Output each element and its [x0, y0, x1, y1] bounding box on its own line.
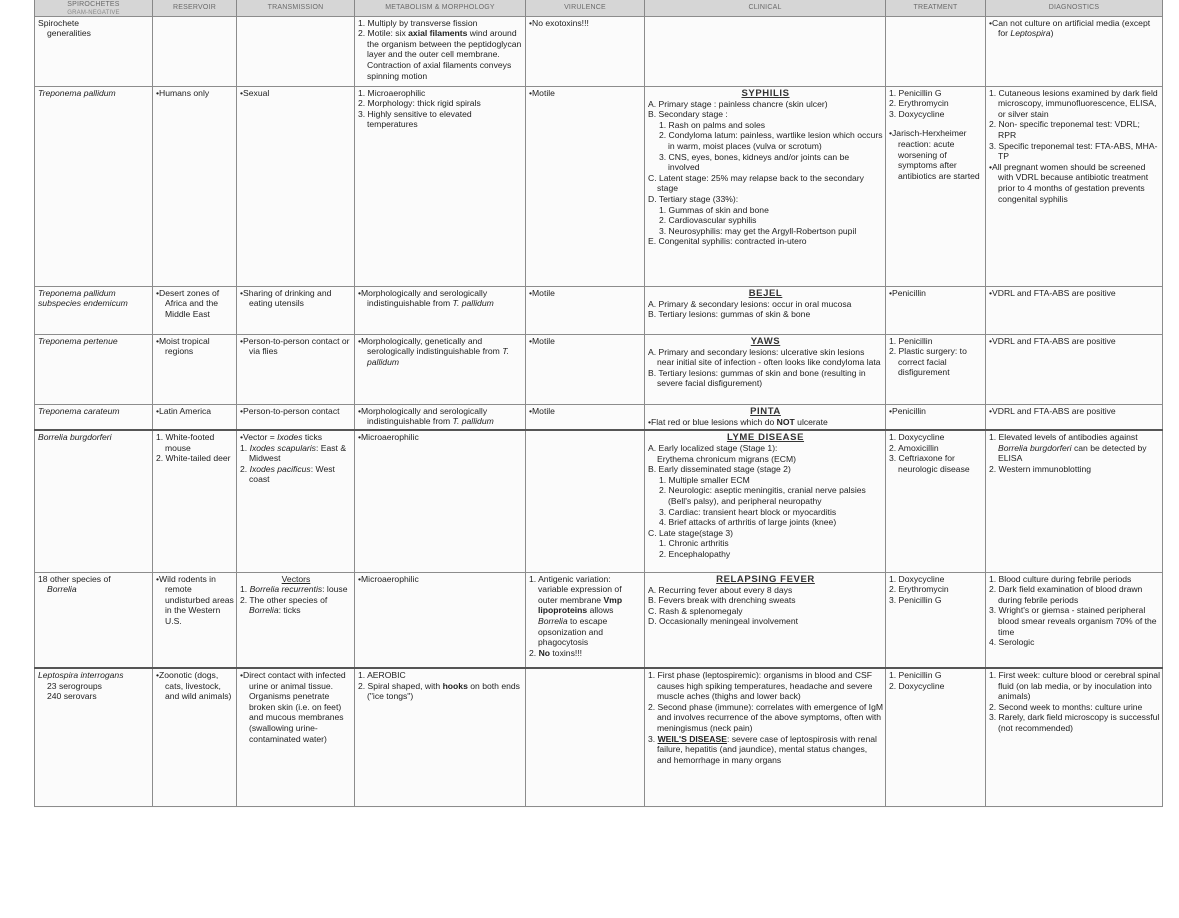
treatment-cell: •Penicillin: [886, 286, 986, 334]
row-treponema-endemicum: [35, 286, 1163, 334]
reservoir-cell: •Zoonotic (dogs, cats, livestock, and wild animals): [153, 668, 237, 806]
header-organism: SPIROCHETES GRAM-NEGATIVE: [35, 0, 153, 16]
transmission-cell: •Direct contact with infected urine or animal tissue. Organisms penetrate broken skin (i.e. on feet) and mucous membranes (swallowing urine-contaminated water): [237, 668, 355, 806]
treatment-cell: 1. Penicillin G 2. Erythromycin 3. Doxycycline •Jarisch-Herxheimer reaction: acute worsening of symptoms after antibiotics are started: [886, 86, 986, 286]
clinical-cell: [645, 16, 886, 86]
disease-title: PINTA: [750, 405, 781, 417]
transmission-cell: •Person-to-person contact or via flies: [237, 334, 355, 404]
spirochete-table: [34, 0, 1163, 807]
header-virulence: VIRULENCE: [526, 0, 645, 16]
clinical-cell: PINTA •Flat red or blue lesions which do NOT ulcerate: [645, 404, 886, 430]
transmission-cell: [237, 16, 355, 86]
treatment-cell: 1. Penicillin G 2. Doxycycline: [886, 668, 986, 806]
diagnostics-cell: 1. Cutaneous lesions examined by dark field microscopy, immunofluorescence, ELISA, or silver stain 2. Non- specific treponemal test: VDRL; RPR 3. Specific treponemal test: FTA-ABS, MHA-TP •All pregnant women should be screened with VDRL because antibiotic treatment prior to 4 months of gestation prevents congenital syphilis: [986, 86, 1163, 286]
disease-title: BEJEL: [748, 287, 783, 299]
morphology-cell: •Microaerophilic: [355, 430, 526, 572]
header-diagnostics: DIAGNOSTICS: [986, 0, 1163, 16]
clinical-cell: BEJEL A. Primary & secondary lesions: occur in oral mucosa B. Tertiary lesions: gummas of skin & bone: [645, 286, 886, 334]
reservoir-cell: •Moist tropical regions: [153, 334, 237, 404]
morphology-cell: 1. AEROBIC 2. Spiral shaped, with hooks on both ends ("ice tongs"): [355, 668, 526, 806]
treatment-cell: 1. Penicillin 2. Plastic surgery: to correct facial disfigurement: [886, 334, 986, 404]
morphology-cell: •Morphologically and serologically indistinguishable from T. pallidum: [355, 404, 526, 430]
morphology-cell: •Morphologically, genetically and serologically indistinguishable from T. pallidum: [355, 334, 526, 404]
clinical-cell: SYPHILIS A. Primary stage : painless chancre (skin ulcer) B. Secondary stage : 1. Rash on palms and soles 2. Condyloma latum: painless, wartlike lesion which occurs in warm, moist places (vulva or scrotum) 3. CNS, eyes, bones, kidneys and/or joints can be involved C. Latent stage: 25% may relapse back to the secondary stage D. Tertiary stage (33%): 1. Gummas of skin and bone 2. Cardiovascular syphilis 3. Neurosyphilis: may get the Argyll-Robertson pupil E. Congenital syphilis: contracted in-utero: [645, 86, 886, 286]
organism-cell: Treponema pertenue: [35, 334, 153, 404]
transmission-cell: Vectors 1. Borrelia recurrentis: louse 2. The other species of Borrelia: ticks: [237, 572, 355, 668]
organism-cell: Borrelia burgdorferi: [35, 430, 153, 572]
treatment-cell: 1. Doxycycline 2. Erythromycin 3. Penicillin G: [886, 572, 986, 668]
reservoir-cell: •Desert zones of Africa and the Middle East: [153, 286, 237, 334]
row-treponema-pertenue: [35, 334, 1163, 404]
virulence-cell: •Motile: [526, 404, 645, 430]
row-leptospira: [35, 668, 1163, 806]
morphology-cell: •Morphologically and serologically indistinguishable from T. pallidum: [355, 286, 526, 334]
diagnostics-cell: •VDRL and FTA-ABS are positive: [986, 334, 1163, 404]
row-borrelia-burgdorferi: [35, 430, 1163, 572]
clinical-cell: 1. First phase (leptospiremic): organisms in blood and CSF causes high spiking temperatures, headache and severe muscle aches (thighs and lower back) 2. Second phase (immune): correlates with emergence of IgM and involves recurrence of the above symptoms, often with meningismus (neck pain) 3. WEIL'S DISEASE: severe case of leptospirosis with renal failure, hepatitis (and jaundice), mental status changes, and hemorrhage in many organs: [645, 668, 886, 806]
reservoir-cell: •Latin America: [153, 404, 237, 430]
diagnostics-cell: 1. Blood culture during febrile periods 2. Dark field examination of blood drawn during febrile periods 3. Wright's or giemsa - stained peripheral blood smear reveals organism 70% of the time 4. Serologic: [986, 572, 1163, 668]
header-row: [35, 0, 1163, 16]
organism-cell: Treponema pallidum subspecies endemicum: [35, 286, 153, 334]
clinical-cell: LYME DISEASE A. Early localized stage (Stage 1): Erythema chronicum migrans (ECM) B. Early disseminated stage (stage 2) 1. Multiple smaller ECM 2. Neurologic: aseptic meningitis, cranial nerve palsies (Bell's palsy), and peripheral neuropathy 3. Cardiac: transient heart block or myocarditis 4. Brief attacks of arthritis of large joints (knee) C. Late stage(stage 3) 1. Chronic arthritis 2. Encephalopathy: [645, 430, 886, 572]
transmission-cell: •Sexual: [237, 86, 355, 286]
clinical-cell: RELAPSING FEVER A. Recurring fever about every 8 days B. Fevers break with drenching sweats C. Rash & splenomegaly D. Occasionally meningeal involvement: [645, 572, 886, 668]
header-clinical: CLINICAL: [645, 0, 886, 16]
diagnostics-cell: 1. First week: culture blood or cerebral spinal fluid (on lab media, or by inoculation into animals) 2. Second week to months: culture urine 3. Rarely, dark field microscopy is successful (not recommended): [986, 668, 1163, 806]
organism-cell: Spirochete generalities: [35, 16, 153, 86]
treatment-cell: 1. Doxycycline 2. Amoxicillin 3. Ceftriaxone for neurologic disease: [886, 430, 986, 572]
header-reservoir: RESERVOIR: [153, 0, 237, 16]
transmission-cell: •Sharing of drinking and eating utensils: [237, 286, 355, 334]
organism-cell: Leptospira interrogans 23 serogroups 240 serovars: [35, 668, 153, 806]
reservoir-cell: [153, 16, 237, 86]
morphology-cell: •Microaerophilic: [355, 572, 526, 668]
transmission-cell: •Person-to-person contact: [237, 404, 355, 430]
spirochete-table-sheet: [34, 0, 1162, 808]
header-metabolism: METABOLISM & MORPHOLOGY: [355, 0, 526, 16]
disease-title: SYPHILIS: [741, 87, 790, 99]
row-treponema-carateum: [35, 404, 1163, 430]
treatment-cell: •Penicillin: [886, 404, 986, 430]
virulence-cell: •Motile: [526, 86, 645, 286]
reservoir-cell: •Wild rodents in remote undisturbed areas in the Western U.S.: [153, 572, 237, 668]
diagnostics-cell: •VDRL and FTA-ABS are positive: [986, 404, 1163, 430]
reservoir-cell: 1. White-footed mouse 2. White-tailed deer: [153, 430, 237, 572]
virulence-cell: [526, 668, 645, 806]
row-treponema-pallidum: [35, 86, 1163, 286]
vectors-title: Vectors: [281, 573, 311, 584]
treatment-cell: [886, 16, 986, 86]
disease-title: RELAPSING FEVER: [716, 573, 815, 585]
disease-title: YAWS: [750, 335, 781, 347]
organism-cell: Treponema carateum: [35, 404, 153, 430]
row-other-borrelia: [35, 572, 1163, 668]
diagnostics-cell: •Can not culture on artificial media (except for Leptospira): [986, 16, 1163, 86]
header-transmission: TRANSMISSION: [237, 0, 355, 16]
transmission-cell: •Vector = Ixodes ticks 1. Ixodes scapularis: East & Midwest 2. Ixodes pacificus: West coast: [237, 430, 355, 572]
virulence-cell: [526, 430, 645, 572]
virulence-cell: •Motile: [526, 286, 645, 334]
virulence-cell: •No exotoxins!!!: [526, 16, 645, 86]
clinical-cell: YAWS A. Primary and secondary lesions: ulcerative skin lesions near initial site of infection - often looks like condyloma lata B. Tertiary lesions: gummas of skin and bone (resulting in severe facial disfigurement): [645, 334, 886, 404]
diagnostics-cell: 1. Elevated levels of antibodies against Borrelia burgdorferi can be detected by ELISA 2. Western immunoblotting: [986, 430, 1163, 572]
organism-cell: 18 other species of Borrelia: [35, 572, 153, 668]
diagnostics-cell: •VDRL and FTA-ABS are positive: [986, 286, 1163, 334]
morphology-cell: 1. Multiply by transverse fission 2. Motile: six axial filaments wind around the organism between the peptidoglycan layer and the outer cell membrane. Contraction of axial filaments conveys spinning motion: [355, 16, 526, 86]
organism-cell: Treponema pallidum: [35, 86, 153, 286]
morphology-cell: 1. Microaerophilic 2. Morphology: thick rigid spirals 3. Highly sensitive to elevated temperatures: [355, 86, 526, 286]
virulence-cell: •Motile: [526, 334, 645, 404]
virulence-cell: 1. Antigenic variation: variable expression of outer membrane Vmp lipoproteins allows Borrelia to escape opsonization and phagocytosis 2. No toxins!!!: [526, 572, 645, 668]
reservoir-cell: •Humans only: [153, 86, 237, 286]
row-generalities: [35, 16, 1163, 86]
disease-title: LYME DISEASE: [726, 432, 805, 444]
header-treatment: TREATMENT: [886, 0, 986, 16]
